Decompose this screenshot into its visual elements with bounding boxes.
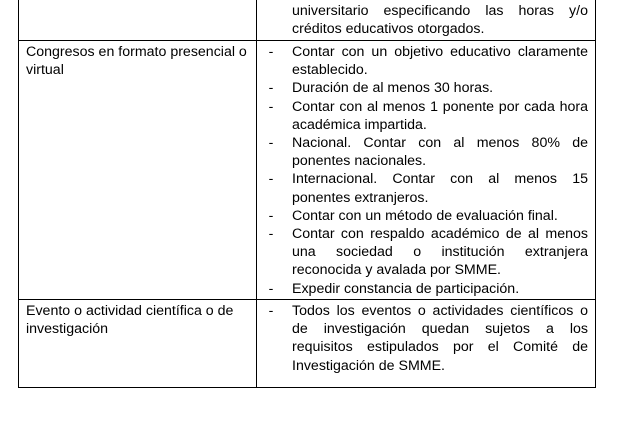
list-item xyxy=(257,43,588,79)
item-text: Contar con al menos 1 ponente por cada hora académica impartida. xyxy=(292,98,588,133)
item-text: Expedir constancia de participación. xyxy=(292,280,520,297)
item-text: Nacional. Contar con al menos 80% de ponentes nacionales. xyxy=(292,135,588,170)
list-item xyxy=(257,302,588,375)
table-row xyxy=(19,0,596,41)
continued-text: universitario especificando las horas y/o créditos educativos otorgados. xyxy=(292,3,588,38)
activity-type-cell: Congresos en formato presencial o virtual xyxy=(19,41,257,300)
requirements-cell xyxy=(257,41,596,300)
item-text: Contar con respaldo académico de al menos una sociedad o institución extranjera reconocida y avalada por SMME. xyxy=(292,226,588,279)
dash-bullet: - xyxy=(268,207,274,224)
item-text: Internacional. Contar con al menos 15 ponentes extranjeros. xyxy=(292,171,588,206)
item-text: Todos los eventos o actividades científicos o de investigación quedan sujetos a los requisitos estipulados por el Comité de Investigación de SMME. xyxy=(292,303,588,374)
requirements-cell xyxy=(257,300,596,388)
table-row xyxy=(19,41,596,300)
dash-bullet: - xyxy=(268,171,274,188)
list-item xyxy=(257,98,588,134)
table-row xyxy=(19,300,596,388)
requirements-cell xyxy=(257,0,596,41)
list-item xyxy=(257,79,588,97)
activity-type-cell: Evento o actividad científica o de investigación xyxy=(19,300,257,388)
dash-bullet: - xyxy=(268,135,274,152)
list-item xyxy=(257,170,588,206)
dash-bullet: - xyxy=(268,80,274,97)
requirements-table xyxy=(18,0,596,388)
dash-bullet: - xyxy=(268,303,274,319)
activity-type-cell xyxy=(19,0,257,41)
dash-bullet: - xyxy=(268,280,274,297)
item-text: Duración de al menos 30 horas. xyxy=(292,80,494,97)
requirements-list xyxy=(257,302,588,375)
requirements-list xyxy=(257,43,588,298)
item-text: Contar con un método de evaluación final. xyxy=(292,207,558,224)
list-item xyxy=(257,134,588,170)
dash-bullet: - xyxy=(268,44,274,60)
list-item xyxy=(257,207,588,225)
dash-bullet: - xyxy=(268,226,274,243)
list-item xyxy=(257,225,588,280)
item-text: Contar con un objetivo educativo claramente establecido. xyxy=(292,44,588,79)
dash-bullet: - xyxy=(268,98,274,115)
list-item xyxy=(257,280,588,298)
